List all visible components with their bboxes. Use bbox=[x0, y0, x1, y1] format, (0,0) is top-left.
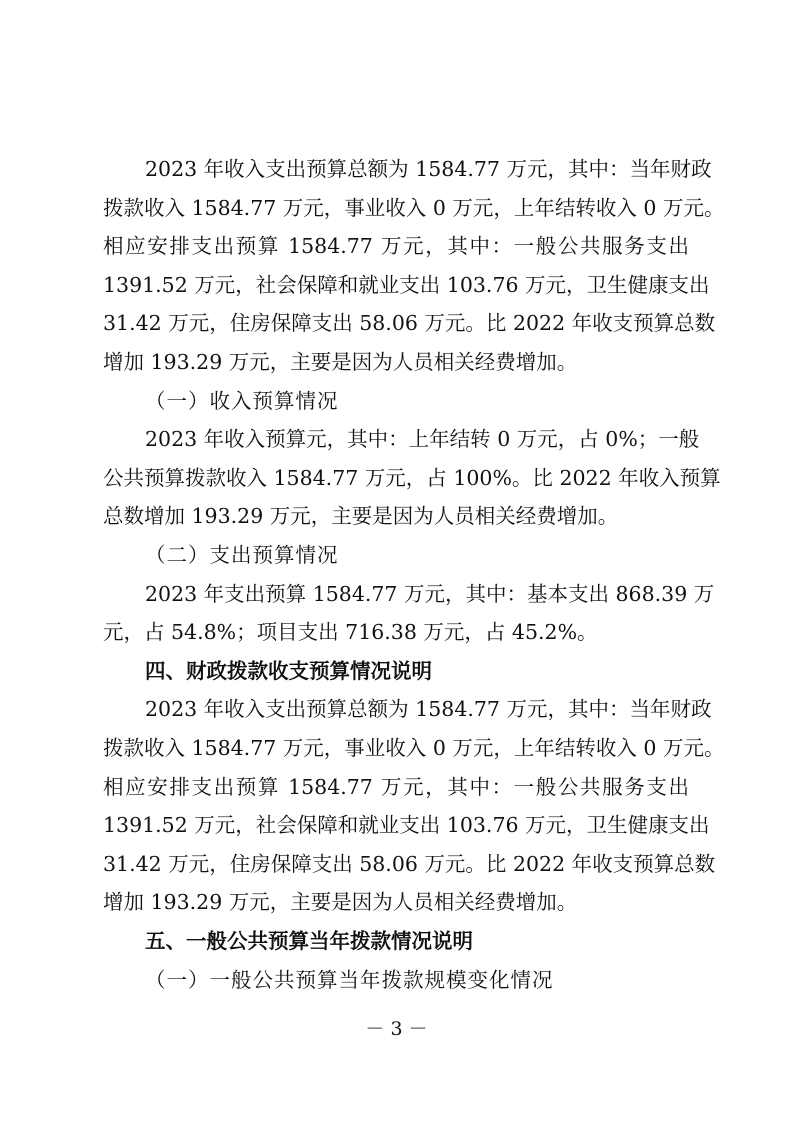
paragraph-line: 2023 年收入支出预算总额为 1584.77 万元，其中：当年财政 bbox=[145, 697, 712, 722]
paragraph-line: 相应安排支出预算 1584.77 万元，其中：一般公共服务支出 bbox=[103, 234, 689, 259]
paragraph-line: 增加 193.29 万元，主要是因为人员相关经费增加。 bbox=[103, 350, 578, 374]
subsection-heading: （一）收入预算情况 bbox=[145, 388, 339, 413]
subsection-heading: （一）一般公共预算当年拨款规模变化情况 bbox=[145, 967, 554, 992]
paragraph-line: 公共预算拨款收入 1584.77 万元，占 100%。比 2022 年收入预算 bbox=[103, 465, 721, 490]
paragraph-line: 1391.52 万元，社会保障和就业支出 103.76 万元，卫生健康支出 bbox=[103, 272, 710, 297]
paragraph-line: 拨款收入 1584.77 万元，事业收入 0 万元，上年结转收入 0 万元。 bbox=[103, 736, 725, 760]
section-heading: 四、财政拨款收支预算情况说明 bbox=[145, 658, 432, 683]
page-number: － 3 － bbox=[365, 1018, 428, 1040]
paragraph-line: 拨款收入 1584.77 万元，事业收入 0 万元，上年结转收入 0 万元。 bbox=[103, 195, 725, 220]
paragraph-line: 总数增加 193.29 万元，主要是因为人员相关经费增加。 bbox=[103, 504, 619, 529]
paragraph-line: 增加 193.29 万元，主要是因为人员相关经费增加。 bbox=[103, 890, 578, 915]
paragraph-line: 2023 年支出预算 1584.77 万元，其中：基本支出 868.39 万 bbox=[145, 581, 715, 606]
subsection-heading: （二）支出预算情况 bbox=[145, 543, 339, 567]
paragraph-line: 2023 年收入支出预算总额为 1584.77 万元，其中：当年财政 bbox=[145, 157, 712, 181]
paragraph-line: 31.42 万元，住房保障支出 58.06 万元。比 2022 年收支预算总数 bbox=[103, 851, 716, 876]
paragraph-line: 相应安排支出预算 1584.77 万元，其中：一般公共服务支出 bbox=[103, 774, 689, 799]
paragraph-line: 2023 年收入预算元，其中：上年结转 0 万元，占 0%；一般 bbox=[145, 427, 700, 452]
section-heading: 五、一般公共预算当年拨款情况说明 bbox=[145, 929, 473, 953]
paragraph-line: 1391.52 万元，社会保障和就业支出 103.76 万元，卫生健康支出 bbox=[103, 813, 710, 838]
paragraph-line: 元，占 54.8%；项目支出 716.38 万元，占 45.2%。 bbox=[103, 620, 598, 645]
paragraph-line: 31.42 万元，住房保障支出 58.06 万元。比 2022 年收支预算总数 bbox=[103, 311, 716, 336]
